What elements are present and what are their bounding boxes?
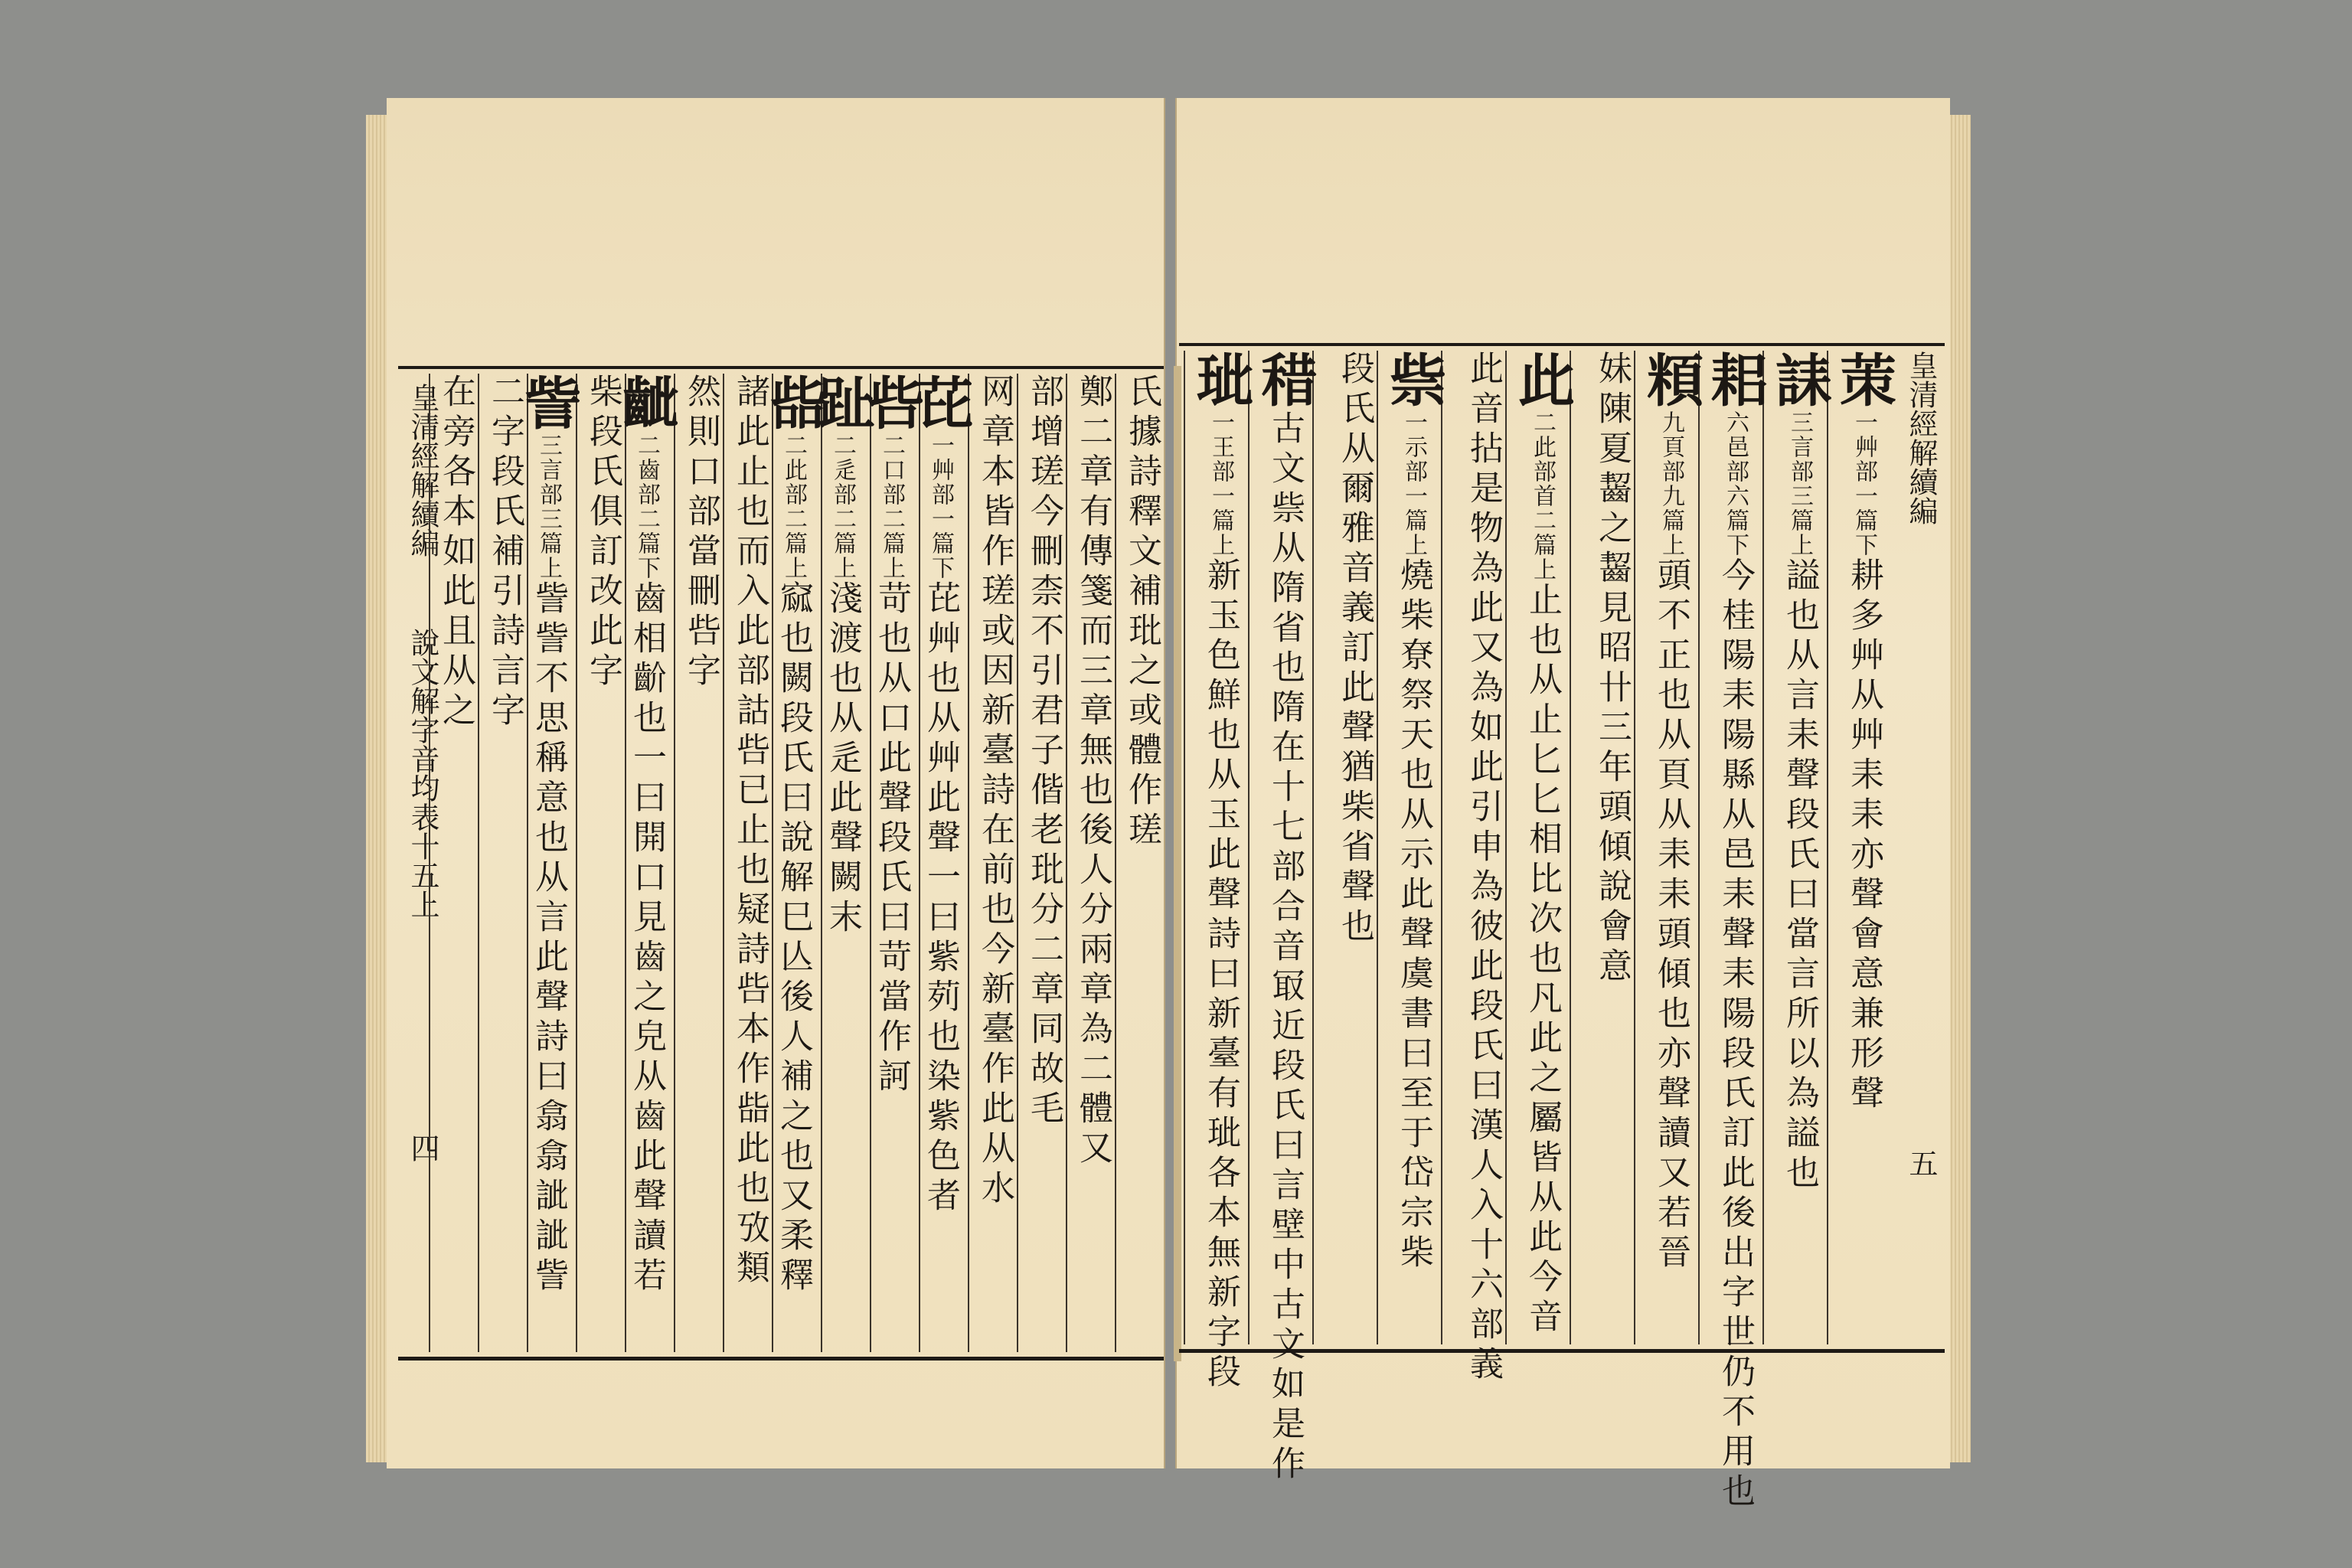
section-note: 二辵部二篇上: [829, 433, 856, 580]
section-note: 二口部二篇上: [878, 433, 905, 580]
column-text: 网章本皆作瑳或因新臺詩在前也今新臺作此从水: [975, 374, 1014, 1210]
section-note: 三言部三篇上: [535, 433, 562, 580]
headword: 耜: [1702, 351, 1768, 410]
text-column: [429, 374, 479, 1352]
text-column: [1505, 351, 1575, 1344]
text-column: [760, 374, 826, 1352]
column-text: 燒柴尞祭天也从示此聲虞書曰至于岱宗柴: [1394, 557, 1433, 1274]
headword: 齜: [613, 374, 679, 433]
text-column: [1184, 351, 1253, 1393]
headword: 趾: [809, 374, 875, 433]
column-text: 二字段氏補引詩言字: [485, 374, 524, 732]
column-text: 齒相齘也一曰開口見齒之皃从齒此聲讀若: [627, 580, 666, 1297]
column-text: 頭不正也从頁从耒耒頭傾也亦聲讀又若晉: [1651, 557, 1690, 1274]
headword: 頪: [1638, 351, 1704, 410]
headword: 茦: [1831, 351, 1896, 410]
text-column: [1634, 351, 1704, 1344]
column-text: 新玉色鮮也从玉此聲詩曰新臺有玼各本無新字段: [1201, 557, 1240, 1393]
section-note: 一艸部一篇下: [927, 433, 954, 580]
headword: 訾: [515, 374, 581, 433]
text-column: [723, 374, 773, 1352]
column-text: 然則口部當刪呰字: [681, 374, 720, 692]
headword: 祡: [1380, 351, 1446, 410]
text-column: [1827, 351, 1896, 1344]
column-text: 此音拈是物為此又為如此引申為彼此段氏曰漢人入十六部義: [1464, 351, 1503, 1386]
left-margin-title: 皇清經解續編: [406, 383, 439, 557]
text-column: [1312, 351, 1378, 1344]
text-column: [674, 374, 724, 1352]
text-column: [1762, 351, 1832, 1344]
section-note: 一王部一篇上: [1207, 410, 1234, 557]
left-folio: 四: [406, 1133, 439, 1162]
text-column: [613, 374, 679, 1352]
text-column: [1570, 351, 1635, 1344]
right-folio: 五: [1904, 1148, 1938, 1178]
text-column: [1017, 374, 1067, 1352]
headword: 呰: [858, 374, 924, 433]
text-column: [809, 374, 875, 1352]
section-note: 九頁部九篇上: [1658, 410, 1684, 557]
column-text: 窳也闕段氏曰說解巳亾後人補之也又柔釋: [774, 580, 813, 1297]
left-text-frame: [398, 366, 1164, 1361]
column-text: 鄭二章有傳箋而三章無也後人分兩章為二體又: [1073, 374, 1112, 1170]
column-text: 耕多艸从艸耒耒亦聲會意兼形聲: [1844, 557, 1883, 1115]
column-text: 訾訾不思稱意也从言此聲詩曰翕翕訿訿訾: [529, 580, 568, 1297]
column-text: 芘艸也从艸此聲一曰紫茢也染紫色者: [921, 580, 960, 1217]
left-margin-subtitle: 說文解字音均表十五上: [406, 628, 439, 919]
column-text: 段氏从爾雅音義訂此聲猶柴省聲也: [1335, 351, 1374, 948]
text-column: [1377, 351, 1446, 1344]
headword: 芘: [907, 374, 973, 433]
text-column: [858, 374, 924, 1352]
section-note: 三言部三篇上: [1786, 410, 1813, 557]
column-text: 止也从止匕匕相比次也凡此之屬皆从此今音: [1523, 582, 1562, 1338]
column-text: 諸此止也而入此部詁呰已止也疑詩呰本作啙此也攷類: [730, 374, 769, 1289]
headword: 此: [1509, 351, 1575, 410]
column-text: 淺渡也从辵此聲闕末: [823, 580, 862, 939]
text-column: [1115, 374, 1165, 1352]
text-column: [478, 374, 528, 1352]
column-text: 柴段氏俱訂改此字: [583, 374, 622, 692]
text-column: [1066, 374, 1116, 1352]
section-note: 二此部二篇上: [780, 433, 807, 580]
section-note: 六邑部六篇下: [1722, 410, 1749, 557]
headword: 稓: [1252, 351, 1318, 410]
right-margin-title: 皇清經解續編: [1904, 351, 1938, 525]
section-note: 二此部首二篇上: [1529, 410, 1556, 582]
column-text: 謚也从言耒聲段氏曰當言所以為謚也: [1780, 557, 1819, 1194]
column-text: 苛也从口此聲段氏曰苛當作訶: [872, 580, 911, 1098]
text-column: [1248, 351, 1318, 1485]
section-note: 一示部一篇上: [1400, 410, 1427, 557]
column-text: 古文祡从隋省也隋在十七部合音冣近段氏曰言壁中古文如是作: [1266, 410, 1305, 1485]
column-text: 今桂陽耒陽縣从邑耒聲耒陽段氏訂此後出字世仍不用也: [1716, 557, 1755, 1513]
column-text: 在旁各本如此且从之: [436, 374, 475, 732]
headword: 誄: [1766, 351, 1832, 410]
text-column: [576, 374, 626, 1352]
column-text: 妹陳夏齧之齧見昭卄三年頭傾說會意: [1592, 351, 1632, 988]
headword: 啙: [760, 374, 826, 433]
text-column: [968, 374, 1018, 1352]
text-column: [515, 374, 581, 1352]
right-text-frame: [1179, 343, 1945, 1513]
text-column: [1698, 351, 1768, 1513]
headword: 玼: [1187, 351, 1253, 410]
column-text: 部增瑳今刪柰不引君子偕老玭分二章同故毛: [1024, 374, 1063, 1130]
text-column: [907, 374, 973, 1352]
column-text: 氏據詩釋文補玭之或體作瑳: [1122, 374, 1161, 851]
section-note: 一艸部一篇下: [1851, 410, 1877, 557]
section-note: 二齒部二篇下: [633, 433, 660, 580]
text-column: [1441, 351, 1507, 1386]
